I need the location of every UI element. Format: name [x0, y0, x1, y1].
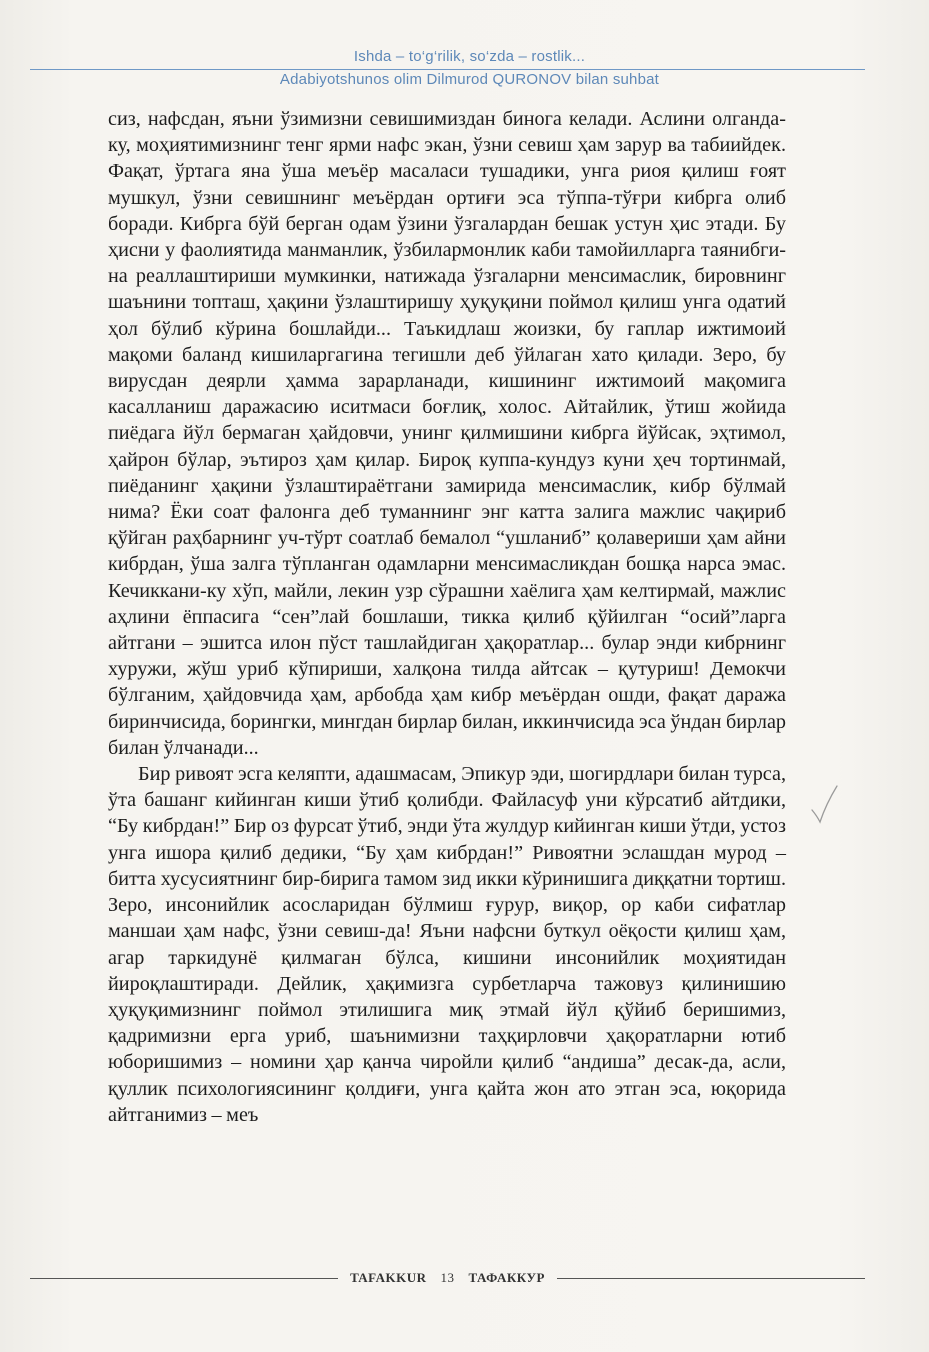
page-number: 13	[440, 1270, 455, 1285]
header-title: Ishda – to‘g‘rilik, so‘zda – rostlik...	[353, 48, 586, 65]
running-header	[0, 48, 929, 88]
pencil-checkmark-icon	[810, 784, 838, 824]
article-body	[108, 106, 786, 1128]
paragraph: Бир ривоят эсга келяпти, адашмасам, Эпикур эди, шогирдлари билан турса, ўта башанг кийинган киши ўтиб қолибди. Файласуф уни кўрсатиб айтдики, “Бу кибрдан!” Бир оз фурсат ўтиб, энди ўта жулдур кийинган киши ўтди, устоз унга ишора қилиб дедики, “Бу ҳам кибрдан!” Ривоятни эслашдан мурод – битта хусусиятнинг бир-бирига тамом зид икки кўринишига диққатни тортиш. Зеро, инсонийлик асосларидан бўлмиш ғурур, виқор, ор каби сифатлар маншаи ҳам нафс, ўзни севиш-да! Яъни нафсни буткул оёқости қилиш ҳам, агар таркидунё қилмаган бўлса, кишини инсонийлик моҳиятидан йироқлаштиради. Дейлик, ҳақимизга сурбетларча тажовуз қилинишию ҳуқуқимизнинг поймол этилишига миқ этмай йўл қўйиб беришимиз, қадримизни ерга уриб, шаънимизни таҳқирловчи ҳақоратларни ютиб юборишимиз – номини ҳар қанча чиройли қилиб “андиша” десак-да, асли, қуллик психологиясининг қолдиғи, унга қайта жон ато этган эса, юқорида айтганимиз – меъ	[108, 763, 786, 1126]
footer-rule-right	[557, 1278, 865, 1279]
footer-rule-left	[30, 1278, 338, 1279]
footer-label-latin: TAFAKKUR	[350, 1270, 427, 1285]
page-footer	[30, 1267, 865, 1289]
header-subtitle: Adabiyotshunos olim Dilmurod QURONOV bilan suhbat	[279, 71, 660, 88]
footer-label-cyrillic: ТАФАККУР	[468, 1270, 545, 1285]
paragraph: сиз, нафсдан, яъни ўзимизни севишимиздан бинога келади. Аслини олганда-ку, моҳиятимизнинг тенг ярми нафс экан, ўзни севиш ҳам зарур ва табиийдек. Фақат, ўртага яна ўша меъёр масаласи тушадики, унга риоя қилиш ғоят мушкул, ўзни севишнинг меъёрдан ортиғи эса тўппа-тўғри кибрга олиб боради. Кибрга бўй берган одам ўзини ўзгалардан бешак устун ҳис этади. Бу ҳисни у фаолиятида манманлик, ўзбилармонлик каби тамойилларга таянибгина реаллаштириши мумкинки, натижада ўзгаларни менсимаслик, бировнинг шаънини топташ, ҳақини ўзлаштиришу ҳуқуқини поймол қилиш унга одатий ҳол бўлиб кўрина бошлайди... Таъкидлаш жоизки, бу гаплар ижтимоий мақоми баланд кишиларгагина тегишли деб ўйлаган хато қилади. Зеро, бу вирусдан деярли ҳамма зарарланади, кишининг ижтимоий мақомига касалланиш даражасию иситмаси боғлиқ, холос. Айтайлик, ўтиш жойида пиёдага йўл бермаган ҳайдовчи, унинг қилмишини кибрга йўйсак, эҳтимол, ҳайрон бўлар, эътироз ҳам қилар. Бироқ куппа-кундуз куни ҳеч тортинмай, пиёданинг ҳақини ўзлаштираётгани замирида менсимаслик, кибр бўлмай нима? Ёки соат фалонга деб туманнинг энг катта залига мажлис чақириб қўйган раҳбарнинг уч-тўрт соатлаб бемалол “ушланиб” қолавериши ҳам айни кибрдан, ўша залга тўпланган одамларни менсимасликдан бошқа нарса эмас. Кечиккани-ку хўп, майли, лекин узр сўрашни хаёлига ҳам келтирмай, мажлис аҳлини ёппасига “сен”лай бошлаши, тикка қилиб қўйилган “осий”ларга айтгани – эшитса илон пўст ташлайдиган ҳақоратлар... булар энди кибрнинг хуружи, жўш уриб кўпириши, халқона тилда айтсак – қутуриш! Демокчи бўлганим, ҳайдовчида ҳам, арбобда ҳам кибр меъёрдан ошди, фақат даража биринчисида, борингки, мингдан бирлар билан, иккинчисида эса ўндан бирлар билан ўлчанади...	[108, 108, 786, 759]
header-divider	[30, 69, 865, 70]
